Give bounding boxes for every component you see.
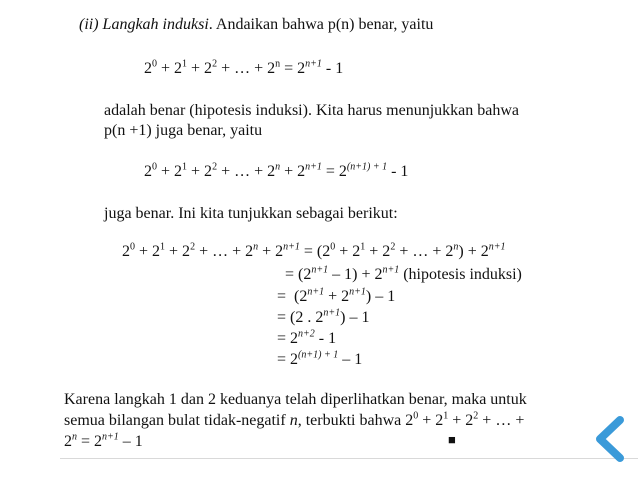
derivation-row: = $(2^{n+1} + 2^{n+1}) - 1$ <box>277 286 396 305</box>
derivation-row: = $(2^{n+1} - 1) + 2^{n+1}$ (hipotesis induksi) <box>285 264 522 283</box>
conclusion-line: $2^n = 2^{n+1} - 1$ <box>64 431 143 450</box>
hypothesis-note: (hipotesis induksi) <box>403 266 522 283</box>
chevron-left-icon[interactable] <box>590 414 630 464</box>
bottom-divider <box>60 458 638 459</box>
derivation-row: = (2 . $2^{n+1}) - 1$ <box>277 307 370 326</box>
step-heading-rest: . Andaikan bahwa p(n) benar, yaitu <box>208 16 434 33</box>
paragraph-line: juga benar. Ini kita tunjukkan sebagai berikut: <box>104 205 398 222</box>
step-heading <box>79 16 433 34</box>
conclusion-line: Karena langkah 1 dan 2 keduanya telah diperlihatkan benar, maka untuk <box>64 391 527 408</box>
paragraph-line: adalah benar (hipotesis induksi). Kita harus menunjukkan bahwa <box>104 102 519 119</box>
equation-hypothesis: $2^0 + 2^1 + 2^2$ + … + $2^n = 2^{n+1} - 1$ <box>144 58 344 77</box>
derivation-row: = $2^{n+2} - 1$ <box>277 328 337 347</box>
qed-mark: ■ <box>448 432 456 447</box>
equation-goal: $2^0 + 2^1 + 2^2$ + … + $2^n + 2^{n+1} = 2^{(n+1) + 1} - 1$ <box>144 161 409 180</box>
conclusion-line: semua bilangan bulat tidak-negatif n, terbukti bahwa $2^0 + 2^1 + 2^2$ + … + <box>64 410 525 429</box>
step-label: (ii) Langkah induksi <box>79 16 209 33</box>
derivation-row: = $2^{(n+1) + 1} - 1$ <box>277 349 363 368</box>
paragraph-line: p(n +1) juga benar, yaitu <box>104 122 263 139</box>
derivation-row: $2^0 + 2^1 + 2^2$ + … + $2^n + 2^{n+1} = (2^0 + 2^1 + 2^2$ + … + $2^n) + 2^{n+1}$ <box>122 241 506 260</box>
